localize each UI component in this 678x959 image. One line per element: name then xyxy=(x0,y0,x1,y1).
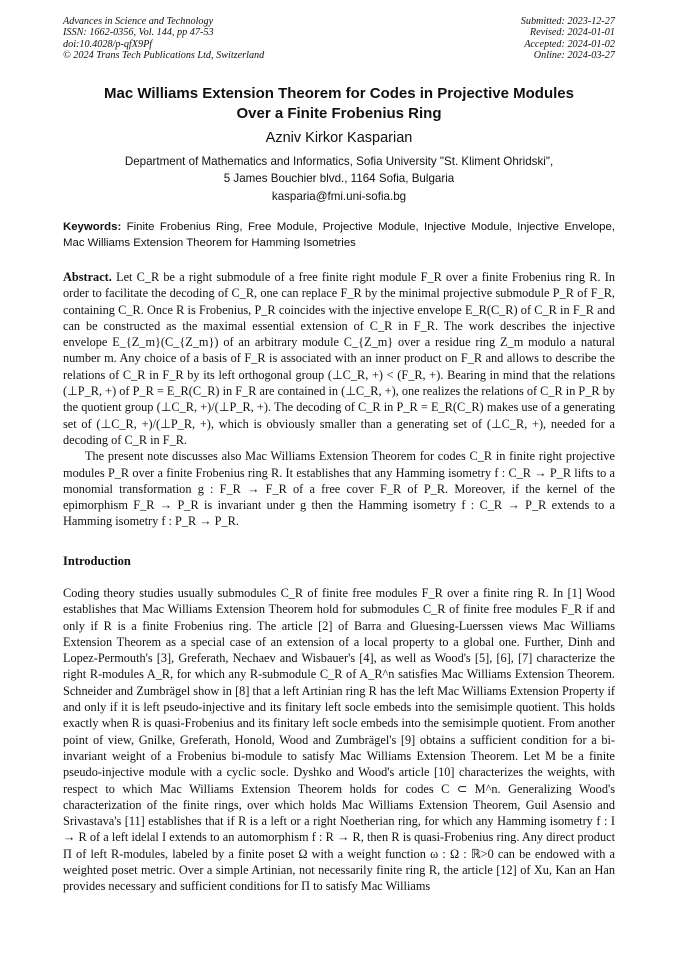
journal-name: Advances in Science and Technology xyxy=(63,16,214,27)
date-online: Online: 2024-03-27 xyxy=(533,50,615,62)
affiliation-line-1: Department of Mathematics and Informatics, Sofia University "St. Kliment Ohridski", xyxy=(124,155,554,168)
abstract-label: Abstract. xyxy=(63,270,112,284)
journal-issn: ISSN: 1662-0356, Vol. 144, pp 47-53 xyxy=(63,27,214,39)
keywords-label: Keywords: xyxy=(63,221,122,233)
date-accepted: Accepted: 2024-01-02 xyxy=(524,38,615,50)
abstract-paragraph-2: The present note discusses also Mac Williams Extension Theorem for codes C_R in finite right projective modules P_R over a finite Frobenius ring R. It establishes that any Hamming isometry f : C_R → P_R lifts to a monomial transformation g : F_R → F_R of a free cover F_R of P_R. Moreover, if the kernel of the epimorphism F_R → P_R is invariant under g then the Hamming isometry f : C_R → P_R extends to a Hamming isometry f : P_R → P_R. xyxy=(63,449,615,529)
introduction-body xyxy=(63,585,615,895)
keywords-text: Finite Frobenius Ring, Free Module, Projective Module, Injective Module, Injective Envelope, Mac Williams Extension Theorem for Hamming Isometries xyxy=(63,221,615,249)
introduction-heading: Introduction xyxy=(63,554,131,568)
affiliation-line-2: 5 James Bouchier blvd., 1164 Sofia, Bulgaria xyxy=(223,172,455,185)
journal-info xyxy=(63,16,264,62)
abstract xyxy=(63,269,615,530)
introduction-paragraph: Coding theory studies usually submodules C_R of finite free modules F_R over a finite ring R. In [1] Wood establishes that Mac Williams Extension Theorem hold for submodules C_R of finite free modules F_R if and only if R is a finite Frobenius ring. The article [2] of Barra and Gluesing-Luerssen views Mac Williams Extension Theorem as a special case of an extension of a local property to a global one. Further, Dinh and Lopez-Permouth's [3], Greferath, Nechaev and Wisbauer's [4], as well as Wood's [5], [6], [7] characterize the right R-modules A_R, for which any R-submodule C_R of A_R^n satisfies Mac Williams Extension Theorem. Schneider and Zumbrägel show in [8] that a left Artinian ring R has the left Mac Williams Extension Property if and only if it is left pseudo-injective and its finitary left socle embeds into the semisimple quotient. This holds exactly when R is quasi-Frobenius and its finitary left socle embeds into the semisimple quotient. From another point of view, Gnilke, Greferath, Honold, Wood and Zumbrägel's [9] obtains a sufficient condition for a bi-invariant weight of a Frobenius bi-module to satisfy Mac Williams Extension Theorem. Let M be a finite pseudo-injective module with a cyclic socle. Dyshko and Wood's article [10] characterizes the weights, with respect to which Mac Williams Extension Theorem holds for codes C ⊂ M^n. Generalizing Wood's characterization of the finite rings, over which holds Mac Williams Extension Theorem, Guil Asensio and Srivastava's [11] establishes that if R is a left or a right Noetherian ring, for which any Hamming isometry f : I → R of a left idelal I extends to an automorphism f : R → R, then R is quasi-Frobenius ring. Any direct product Π of left R-modules, labeled by a finite poset Ω with a weight function ω : Ω : ℝ>0 can be endowed with a weighted poset metric. Over a simple Artinian, not necessarily finite ring R, the article [12] of Xu, Kan an Han provides necessary and sufficient conditions for Π to satisfy Mac Williams xyxy=(63,586,615,894)
paper-title xyxy=(60,84,618,124)
abstract-paragraph-1 xyxy=(63,269,615,448)
author-name: Azniv Kirkor Kasparian xyxy=(265,130,413,146)
title-line-2: Over a Finite Frobenius Ring xyxy=(236,105,442,122)
abstract-text-1: Let C_R be a right submodule of a free finite right module F_R over a finite Frobenius ring R. In order to facilitate the decoding of C_R, one can replace F_R by the minimal projective submodule P_R of F_R, containing C_R. Once R is Frobenius, P_R coincides with the injective envelope E_R(C_R) of C_R in F_R and can be constructed as the maximal essential extension of C_R in F_R. The work describes the injective envelope E_{Z_m}(C_{Z_m}) of an arbitrary module C_{Z_m} over a residue ring Z_m modulo a natural number m. Any choice of a basis of F_R is associated with an inner product on F_R and allows to describe the relations of C_R in F_R by its left orthogonal group (⊥C_R, +) < (F_R, +). Bearing in mind that the relations (⊥P_R, +) of P_R = E_R(C_R) in F_R are contained in (⊥C_R, +), one realizes the relations of C_R in P_R by the quotient group (⊥C_R, +)/(⊥P_R, +). The decoding of C_R in P_R = E_R(C_R) makes use of a generating set of (⊥C_R, +)/(⊥P_R, +), which is obviously smaller than a generating set of (⊥C_R, +), needed for a decoding of C_R in F_R. xyxy=(63,270,616,447)
affiliation xyxy=(60,153,618,187)
date-submitted: Submitted: 2023-12-27 xyxy=(520,16,615,27)
journal-doi: doi:10.4028/p-qfX9Pf xyxy=(63,38,153,50)
date-revised: Revised: 2024-01-01 xyxy=(529,27,615,39)
author-email[interactable]: kasparia@fmi.uni-sofia.bg xyxy=(271,190,407,203)
title-line-1: Mac Williams Extension Theorem for Codes in Projective Modules xyxy=(104,85,574,102)
journal-copyright: © 2024 Trans Tech Publications Ltd, Switzerland xyxy=(63,50,265,62)
publication-dates xyxy=(521,16,615,62)
keywords xyxy=(63,219,615,251)
